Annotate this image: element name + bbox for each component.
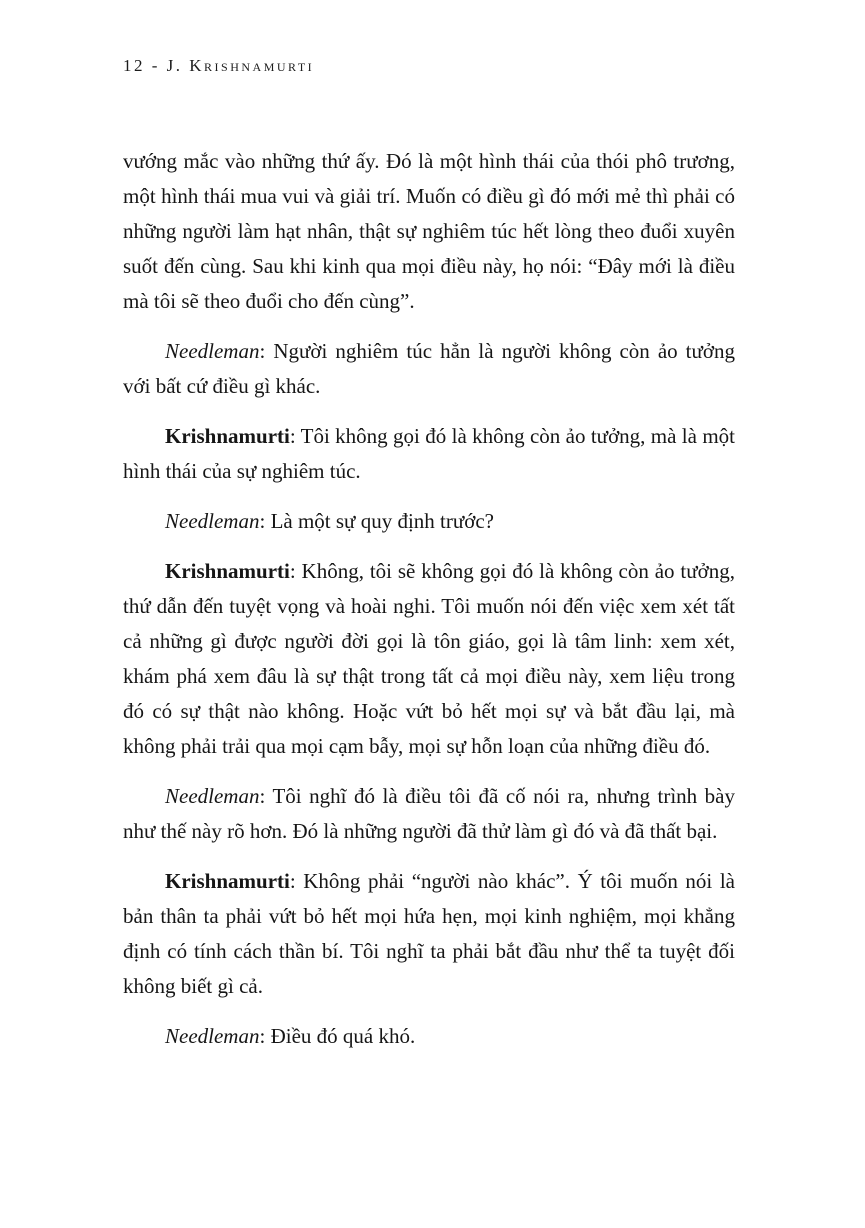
speaker-name: Needleman [165,339,260,363]
paragraph: Krishnamurti: Không, tôi sẽ không gọi đó là không còn ảo tưởng, thứ dẫn đến tuyệt vọng và hoài nghi. Tôi muốn nói đến việc xem xét tất cả những gì được người đời gọi là tôn giáo, gọi là tâm linh: xem xét, khám phá xem đâu là sự thật trong tất cả mọi điều này, xem liệu trong đó có sự thật nào không. Hoặc vứt bỏ hết mọi sự và bắt đầu lại, mà không phải trải qua mọi cạm bẫy, mọi sự hỗn loạn của những điều đó. [123,559,735,758]
speaker-name: Needleman [165,1024,260,1048]
paragraph: Krishnamurti: Không phải “người nào khác”. Ý tôi muốn nói là bản thân ta phải vứt bỏ hết mọi hứa hẹn, mọi kinh nghiệm, mọi khẳng định có tính cách thần bí. Tôi nghĩ ta phải bắt đầu như thể ta tuyệt đối không biết gì cả. [123,869,735,998]
running-header [123,56,735,76]
paragraph: Krishnamurti: Tôi không gọi đó là không còn ảo tưởng, mà là một hình thái của sự nghiêm túc. [123,424,735,483]
paragraph: Needleman: Là một sự quy định trước? [165,509,494,533]
paragraph: Needleman: Điều đó quá khó. [165,1024,416,1048]
paragraph: Needleman: Người nghiêm túc hẳn là người không còn ảo tưởng với bất cứ điều gì khác. [123,339,735,398]
paragraph: Needleman: Tôi nghĩ đó là điều tôi đã cố nói ra, nhưng trình bày như thế này rõ hơn. Đó là những người đã thử làm gì đó và đã thất bại. [123,784,735,843]
paragraph: vướng mắc vào những thứ ấy. Đó là một hình thái của thói phô trương, một hình thái mua vui và giải trí. Muốn có điều gì đó mới mẻ thì phải có những người làm hạt nhân, thật sự nghiêm túc hết lòng theo đuổi xuyên suốt đến cùng. Sau khi kinh qua mọi điều này, họ nói: “Đây mới là điều mà tôi sẽ theo đuổi cho đến cùng”. [123,149,735,313]
speaker-name: Krishnamurti [165,869,290,893]
running-header-text: 12 - J. Krishnamurti [123,56,315,75]
speaker-name: Krishnamurti [165,424,290,448]
speaker-name: Needleman [165,784,260,808]
speaker-name: Krishnamurti [165,559,290,583]
page-body [123,144,735,1054]
speaker-name: Needleman [165,509,260,533]
